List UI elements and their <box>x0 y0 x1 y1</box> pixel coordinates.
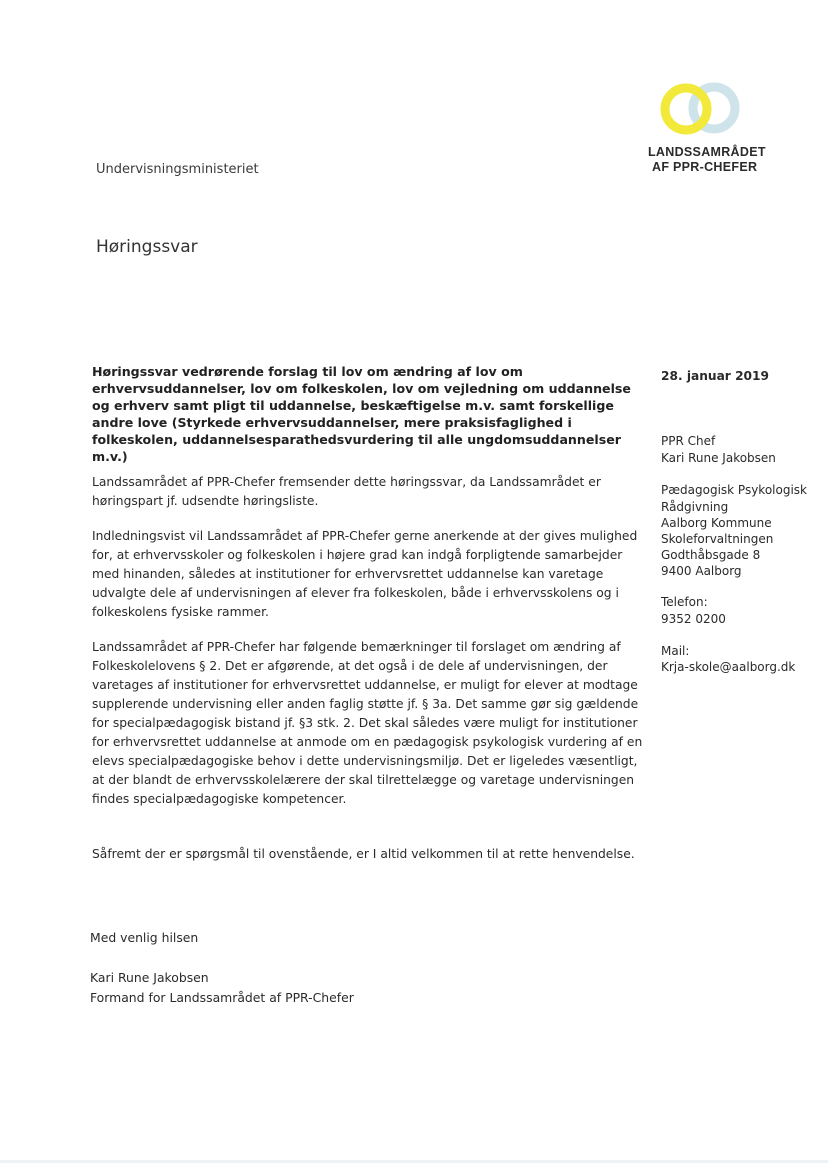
address-line: Rådgivning <box>661 500 729 514</box>
body-paragraph-3: Landssamrådet af PPR-Chefer har følgende bemærkninger til forslaget om ændring af Folkeskolelovens § 2. Det er afgørende, at det også i de dele af undervisningen, der varetages af institutioner for erhvervsrettet uddannelse, er muligt for elever at modtage supplerende undervisning eller anden faglig støtte jf. § 3a. Det samme gør sig gældende for specialpædagogisk bistand jf. §3 stk. 2. Det skal således være muligt for institutioner for erhvervsrettet uddannelse at anmode om en pædagogisk psykologisk vurdering af en elevs specialpædagogiske behov i dette undervisningsmiljø. Det er ligeledes væsentligt, at der blandt de erhvervsskolelærere der skal tilrettelægge og varetage undervisningen findes specialpædagogiske kompetencer. <box>92 640 643 806</box>
address-line: Godthåbsgade 8 <box>661 548 761 562</box>
body-paragraph-1: Landssamrådet af PPR-Chefer fremsender dette høringssvar, da Landssamrådet er høringspart jf. udsendte høringsliste. <box>92 475 601 508</box>
phone-label: Telefon: <box>661 595 708 609</box>
closing-greeting: Med venlig hilsen <box>90 930 199 945</box>
subject-heading: Høringssvar vedrørende forslag til lov om ændring af lov om erhvervsuddannelser, lov om folkeskolen, lov om vejledning om uddannelse og erhverv samt pligt til uddannelse, beskæftigelse m.v. samt forskellige andre love (Styrkede erhvervsuddannelser, mere praksisfaglighed i folkeskolen, uddannelsesparathedsvurdering til alle ungdomsuddannelser m.v.) <box>92 364 631 464</box>
signer-title: Formand for Landssamrådet af PPR-Chefer <box>90 990 354 1005</box>
sender-role: PPR Chef <box>661 434 716 448</box>
body-paragraph-2: Indledningsvist vil Landssamrådet af PPR-Chefer gerne anerkende at der gives mulighed for, at erhvervsskoler og folkeskolen i højere grad kan indgå forpligtende samarbejder med hinanden, således at institutioner for erhvervsrettet uddannelse kan varetage udvalgte dele af undervisningen af elever fra folkeskolen, både i erhvervsskolens og i folkeskolens fysiske rammer. <box>92 529 638 619</box>
recipient: Undervisningsministeriet <box>96 162 259 177</box>
letter-date: 28. januar 2019 <box>661 369 769 383</box>
sender-name: Kari Rune Jakobsen <box>661 451 776 465</box>
address-line: Aalborg Kommune <box>661 516 772 530</box>
page-title: Høringssvar <box>96 237 198 257</box>
body-paragraph-4: Såfremt der er spørgsmål til ovenstående, er I altid velkommen til at rette henvendelse. <box>92 847 635 861</box>
address-line: 9400 Aalborg <box>661 564 742 578</box>
org-name-line1: LANDSSAMRÅDET <box>648 145 766 159</box>
address-line: Skoleforvaltningen <box>661 532 774 546</box>
signer-name: Kari Rune Jakobsen <box>90 970 209 985</box>
mail-address: Krja-skole@aalborg.dk <box>661 660 796 674</box>
address-line: Pædagogisk Psykologisk <box>661 483 807 497</box>
interlocking-rings-logo-icon <box>650 78 752 140</box>
footer-divider <box>0 1160 828 1163</box>
org-name-line2: AF PPR-CHEFER <box>652 160 758 174</box>
phone-number: 9352 0200 <box>661 612 726 626</box>
mail-label: Mail: <box>661 644 690 658</box>
